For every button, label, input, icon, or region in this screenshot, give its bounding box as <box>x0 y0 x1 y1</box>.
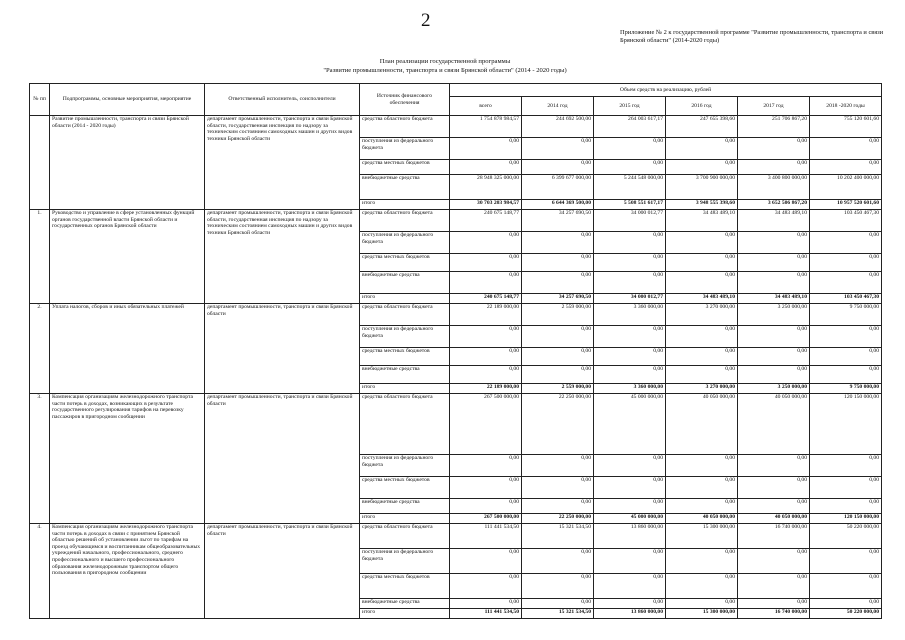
amount-cell: 0,00 <box>738 499 810 514</box>
amount-cell: 0,00 <box>450 138 522 160</box>
amount-cell: 0,00 <box>666 549 738 574</box>
amount-cell: 13 860 000,00 <box>594 609 666 619</box>
table-row <box>30 394 882 455</box>
amount-cell: 0,00 <box>594 254 666 272</box>
amount-cell: 0,00 <box>810 455 882 477</box>
amount-cell: 0,00 <box>666 574 738 599</box>
amount-cell: 0,00 <box>738 574 810 599</box>
amount-cell: 40 050 000,00 <box>738 514 810 524</box>
amount-cell: 3 270 000,00 <box>666 304 738 326</box>
amount-cell: 0,00 <box>666 254 738 272</box>
amount-cell: 0,00 <box>810 366 882 384</box>
amount-cell: 0,00 <box>666 326 738 348</box>
amount-cell: 0,00 <box>810 477 882 499</box>
amount-cell: 0,00 <box>450 499 522 514</box>
amount-cell: 10 957 520 601,60 <box>810 200 882 210</box>
amount-cell: 0,00 <box>594 549 666 574</box>
amount-cell: 34 257 690,50 <box>522 210 594 232</box>
amount-cell: 40 050 000,00 <box>666 514 738 524</box>
funding-source: средства областного бюджета <box>360 210 450 232</box>
amount-cell: 0,00 <box>810 599 882 609</box>
amount-cell: 3 270 000,00 <box>666 384 738 394</box>
header-2015: 2015 год <box>594 97 666 116</box>
funding-source: поступления из федерального бюджета <box>360 138 450 160</box>
amount-cell: 2 559 000,00 <box>522 384 594 394</box>
funding-source: поступления из федерального бюджета <box>360 232 450 254</box>
amount-cell: 0,00 <box>594 348 666 366</box>
amount-cell: 0,00 <box>810 499 882 514</box>
amount-cell: 0,00 <box>738 455 810 477</box>
amount-cell: 755 120 601,60 <box>810 116 882 138</box>
section-executor: департамент промышленности, транспорта и связи Брянской области, государственная инспекция по надзору за техническим состоянием самоходных машин и других видов техники Брянской области <box>205 116 360 210</box>
amount-cell: 0,00 <box>450 477 522 499</box>
plan-body <box>30 116 882 619</box>
section-title: Компенсация организациям железнодорожного транспорта части потерь в доходах в связи с принятием Брянской областью решений об установлении льгот по тарифам на проезд обучающимся и воспитанникам общеобразовательных учреждений начального, профессионального, среднего профессионального и высшего профессионального образования железнодорожным транспортом общего пользования в пригородном сообщении <box>50 524 205 619</box>
amount-cell: 0,00 <box>522 599 594 609</box>
amount-cell: 0,00 <box>594 455 666 477</box>
header-total: всего <box>450 97 522 116</box>
amount-cell: 0,00 <box>666 160 738 175</box>
amount-cell: 103 450 467,30 <box>810 294 882 304</box>
plan-table <box>29 83 882 619</box>
funding-source: средства областного бюджета <box>360 524 450 549</box>
amount-cell: 5 244 548 000,00 <box>594 175 666 200</box>
amount-cell: 34 000 012,77 <box>594 294 666 304</box>
table-row <box>30 304 882 326</box>
section-executor: департамент промышленности, транспорта и связи Брянской области <box>205 394 360 524</box>
plan-title-line-1: План реализации государственной программы <box>379 58 511 65</box>
amount-cell: 247 655 398,60 <box>666 116 738 138</box>
amount-cell: 50 220 000,00 <box>810 524 882 549</box>
amount-cell: 6 644 369 500,00 <box>522 200 594 210</box>
funding-source: средства местных бюджетов <box>360 160 450 175</box>
amount-cell: 120 150 000,00 <box>810 394 882 455</box>
amount-cell: 120 150 000,00 <box>810 514 882 524</box>
amount-cell: 0,00 <box>450 599 522 609</box>
amount-cell: 1 754 878 984,57 <box>450 116 522 138</box>
header-2018-2020: 2018 -2020 годы <box>810 97 882 116</box>
amount-cell: 9 750 000,00 <box>810 304 882 326</box>
amount-cell: 3 948 555 398,60 <box>666 200 738 210</box>
plan-title-line-2: "Развитие промышленности, транспорта и связи Брянской области" (2014 - 2020 годы) <box>323 66 567 74</box>
amount-cell: 9 750 000,00 <box>810 384 882 394</box>
funding-source: внебюджетные средства <box>360 175 450 200</box>
funding-source: средства областного бюджета <box>360 394 450 455</box>
section-title: Уплата налогов, сборов и иных обязательных платежей <box>50 304 205 394</box>
amount-cell: 0,00 <box>810 574 882 599</box>
amount-cell: 0,00 <box>738 160 810 175</box>
section-title: Развитие промышленности, транспорта и связи Брянской области (2014 - 2020 годы) <box>50 116 205 210</box>
amount-cell: 3 250 000,00 <box>738 384 810 394</box>
section-executor: департамент промышленности, транспорта и связи Брянской области <box>205 524 360 619</box>
amount-cell: 0,00 <box>810 254 882 272</box>
amount-cell: 0,00 <box>450 348 522 366</box>
amount-cell: 0,00 <box>522 499 594 514</box>
amount-cell: 0,00 <box>810 232 882 254</box>
amount-cell: 0,00 <box>594 599 666 609</box>
amount-cell: 0,00 <box>450 549 522 574</box>
table-row <box>30 210 882 232</box>
section-executor: департамент промышленности, транспорта и связи Брянской области <box>205 304 360 394</box>
amount-cell: 22 250 000,00 <box>522 514 594 524</box>
amount-cell: 5 508 551 617,17 <box>594 200 666 210</box>
amount-cell: 0,00 <box>522 574 594 599</box>
header-no: № пп <box>30 84 50 116</box>
funding-source: внебюджетные средства <box>360 499 450 514</box>
amount-cell: 0,00 <box>594 326 666 348</box>
amount-cell: 3 400 800 000,00 <box>738 175 810 200</box>
amount-cell: 3 250 000,00 <box>738 304 810 326</box>
amount-cell: 10 202 400 000,00 <box>810 175 882 200</box>
amount-cell: 45 000 000,00 <box>594 394 666 455</box>
amount-cell: 0,00 <box>594 138 666 160</box>
amount-cell: 0,00 <box>666 455 738 477</box>
amount-cell: 34 483 489,10 <box>666 210 738 232</box>
amount-cell: 34 483 489,10 <box>738 210 810 232</box>
amount-cell: 0,00 <box>522 455 594 477</box>
table-row <box>30 524 882 549</box>
header-source: Источник финансового обеспечения <box>360 84 450 116</box>
amount-cell: 15 321 534,50 <box>522 609 594 619</box>
amount-cell: 0,00 <box>810 326 882 348</box>
amount-cell: 3 360 000,00 <box>594 384 666 394</box>
amount-cell: 0,00 <box>522 549 594 574</box>
amount-cell: 3 360 000,00 <box>594 304 666 326</box>
amount-cell: 16 740 000,00 <box>738 524 810 549</box>
section-title: Руководство и управление в сфере установленных функций органов государственной власти Брянской области и государственных органов Брянской области <box>50 210 205 304</box>
funding-source: итого <box>360 294 450 304</box>
amount-cell: 15 321 534,50 <box>522 524 594 549</box>
amount-cell: 0,00 <box>738 549 810 574</box>
amount-cell: 0,00 <box>522 138 594 160</box>
amount-cell: 16 740 000,00 <box>738 609 810 619</box>
amount-cell: 0,00 <box>738 477 810 499</box>
amount-cell: 0,00 <box>738 254 810 272</box>
funding-source: средства местных бюджетов <box>360 348 450 366</box>
amount-cell: 0,00 <box>450 254 522 272</box>
amount-cell: 50 220 000,00 <box>810 609 882 619</box>
amount-cell: 111 441 534,50 <box>450 524 522 549</box>
amount-cell: 0,00 <box>522 272 594 294</box>
amount-cell: 0,00 <box>738 138 810 160</box>
funding-source: внебюджетные средства <box>360 366 450 384</box>
table-row <box>30 116 882 138</box>
amount-cell: 264 003 617,17 <box>594 116 666 138</box>
funding-source: средства областного бюджета <box>360 304 450 326</box>
amount-cell: 0,00 <box>738 272 810 294</box>
funding-source: поступления из федерального бюджета <box>360 549 450 574</box>
amount-cell: 34 257 690,50 <box>522 294 594 304</box>
amount-cell: 0,00 <box>666 599 738 609</box>
header-2014: 2014 год <box>522 97 594 116</box>
amount-cell: 0,00 <box>522 477 594 499</box>
amount-cell: 0,00 <box>738 599 810 609</box>
amount-cell: 0,00 <box>450 272 522 294</box>
amount-cell: 2 559 000,00 <box>522 304 594 326</box>
page-number: 2 <box>421 10 432 31</box>
funding-source: поступления из федерального бюджета <box>360 455 450 477</box>
funding-source: внебюджетные средства <box>360 272 450 294</box>
amount-cell: 244 692 500,00 <box>522 116 594 138</box>
section-title: Компенсация организациям железнодорожного транспорта части потерь в доходах, возникающих в результате государственного регулирования тарифов на перевозку пассажиров в пригородном сообщении <box>50 394 205 524</box>
amount-cell: 30 703 203 984,57 <box>450 200 522 210</box>
amount-cell: 40 050 000,00 <box>666 394 738 455</box>
amount-cell: 0,00 <box>522 232 594 254</box>
amount-cell: 0,00 <box>738 348 810 366</box>
amount-cell: 0,00 <box>666 232 738 254</box>
header-2017: 2017 год <box>738 97 810 116</box>
funding-source: итого <box>360 609 450 619</box>
amount-cell: 0,00 <box>522 348 594 366</box>
amount-cell: 267 500 000,00 <box>450 514 522 524</box>
appendix-note: Приложение № 2 к государственной программе "Развитие промышленности, транспорта и связи Брянской области" (2014-2020 годы) <box>620 29 884 44</box>
amount-cell: 0,00 <box>738 366 810 384</box>
amount-cell: 0,00 <box>810 549 882 574</box>
amount-cell: 0,00 <box>594 366 666 384</box>
amount-cell: 0,00 <box>666 138 738 160</box>
amount-cell: 34 000 012,77 <box>594 210 666 232</box>
header-2016: 2016 год <box>666 97 738 116</box>
section-number: 4. <box>30 524 50 619</box>
amount-cell: 40 050 000,00 <box>738 394 810 455</box>
amount-cell: 15 300 000,00 <box>666 524 738 549</box>
plan-title <box>280 58 610 75</box>
amount-cell: 0,00 <box>450 232 522 254</box>
amount-cell: 15 300 000,00 <box>666 609 738 619</box>
amount-cell: 103 450 467,30 <box>810 210 882 232</box>
funding-source: средства местных бюджетов <box>360 574 450 599</box>
amount-cell: 0,00 <box>666 366 738 384</box>
amount-cell: 0,00 <box>594 232 666 254</box>
amount-cell: 22 189 000,00 <box>450 304 522 326</box>
amount-cell: 240 675 148,77 <box>450 294 522 304</box>
amount-cell: 0,00 <box>666 272 738 294</box>
amount-cell: 45 000 000,00 <box>594 514 666 524</box>
amount-cell: 0,00 <box>522 160 594 175</box>
funding-source: итого <box>360 200 450 210</box>
funding-source: средства областного бюджета <box>360 116 450 138</box>
amount-cell: 267 500 000,00 <box>450 394 522 455</box>
amount-cell: 0,00 <box>450 366 522 384</box>
funding-source: поступления из федерального бюджета <box>360 326 450 348</box>
section-number: 2. <box>30 304 50 394</box>
amount-cell: 0,00 <box>450 455 522 477</box>
amount-cell: 0,00 <box>594 272 666 294</box>
amount-cell: 34 483 489,10 <box>738 294 810 304</box>
amount-cell: 34 483 489,10 <box>666 294 738 304</box>
amount-cell: 0,00 <box>738 326 810 348</box>
amount-cell: 240 675 148,77 <box>450 210 522 232</box>
amount-cell: 0,00 <box>810 160 882 175</box>
header-executor: Ответственный исполнитель, соисполнители <box>205 84 360 116</box>
amount-cell: 0,00 <box>522 254 594 272</box>
amount-cell: 3 652 506 867,20 <box>738 200 810 210</box>
amount-cell: 0,00 <box>450 160 522 175</box>
amount-cell: 0,00 <box>666 348 738 366</box>
amount-cell: 0,00 <box>594 160 666 175</box>
amount-cell: 0,00 <box>738 232 810 254</box>
amount-cell: 0,00 <box>594 499 666 514</box>
section-number: 3. <box>30 394 50 524</box>
section-number: 1. <box>30 210 50 304</box>
amount-cell: 0,00 <box>810 272 882 294</box>
amount-cell: 0,00 <box>666 477 738 499</box>
amount-cell: 251 706 867,20 <box>738 116 810 138</box>
amount-cell: 0,00 <box>594 574 666 599</box>
amount-cell: 3 700 900 000,00 <box>666 175 738 200</box>
funding-source: средства местных бюджетов <box>360 254 450 272</box>
amount-cell: 111 441 534,50 <box>450 609 522 619</box>
header-volume: Объем средств на реализацию, рублей <box>450 84 882 97</box>
amount-cell: 0,00 <box>594 477 666 499</box>
funding-source: итого <box>360 514 450 524</box>
header-subprogram: Подпрограммы, основные мероприятия, мероприятие <box>50 84 205 116</box>
amount-cell: 22 189 000,00 <box>450 384 522 394</box>
section-executor: департамент промышленности, транспорта и связи Брянской области, государственная инспекция по надзору за техническим состоянием самоходных машин и других видов техники Брянской области <box>205 210 360 304</box>
amount-cell: 0,00 <box>450 326 522 348</box>
section-number <box>30 116 50 210</box>
amount-cell: 0,00 <box>810 138 882 160</box>
amount-cell: 0,00 <box>522 326 594 348</box>
funding-source: внебюджетные средства <box>360 599 450 609</box>
amount-cell: 0,00 <box>810 348 882 366</box>
funding-source: средства местных бюджетов <box>360 477 450 499</box>
funding-source: итого <box>360 384 450 394</box>
amount-cell: 13 860 000,00 <box>594 524 666 549</box>
amount-cell: 28 948 325 000,00 <box>450 175 522 200</box>
amount-cell: 22 250 000,00 <box>522 394 594 455</box>
amount-cell: 0,00 <box>666 499 738 514</box>
amount-cell: 0,00 <box>522 366 594 384</box>
amount-cell: 0,00 <box>450 574 522 599</box>
amount-cell: 6 399 677 000,00 <box>522 175 594 200</box>
